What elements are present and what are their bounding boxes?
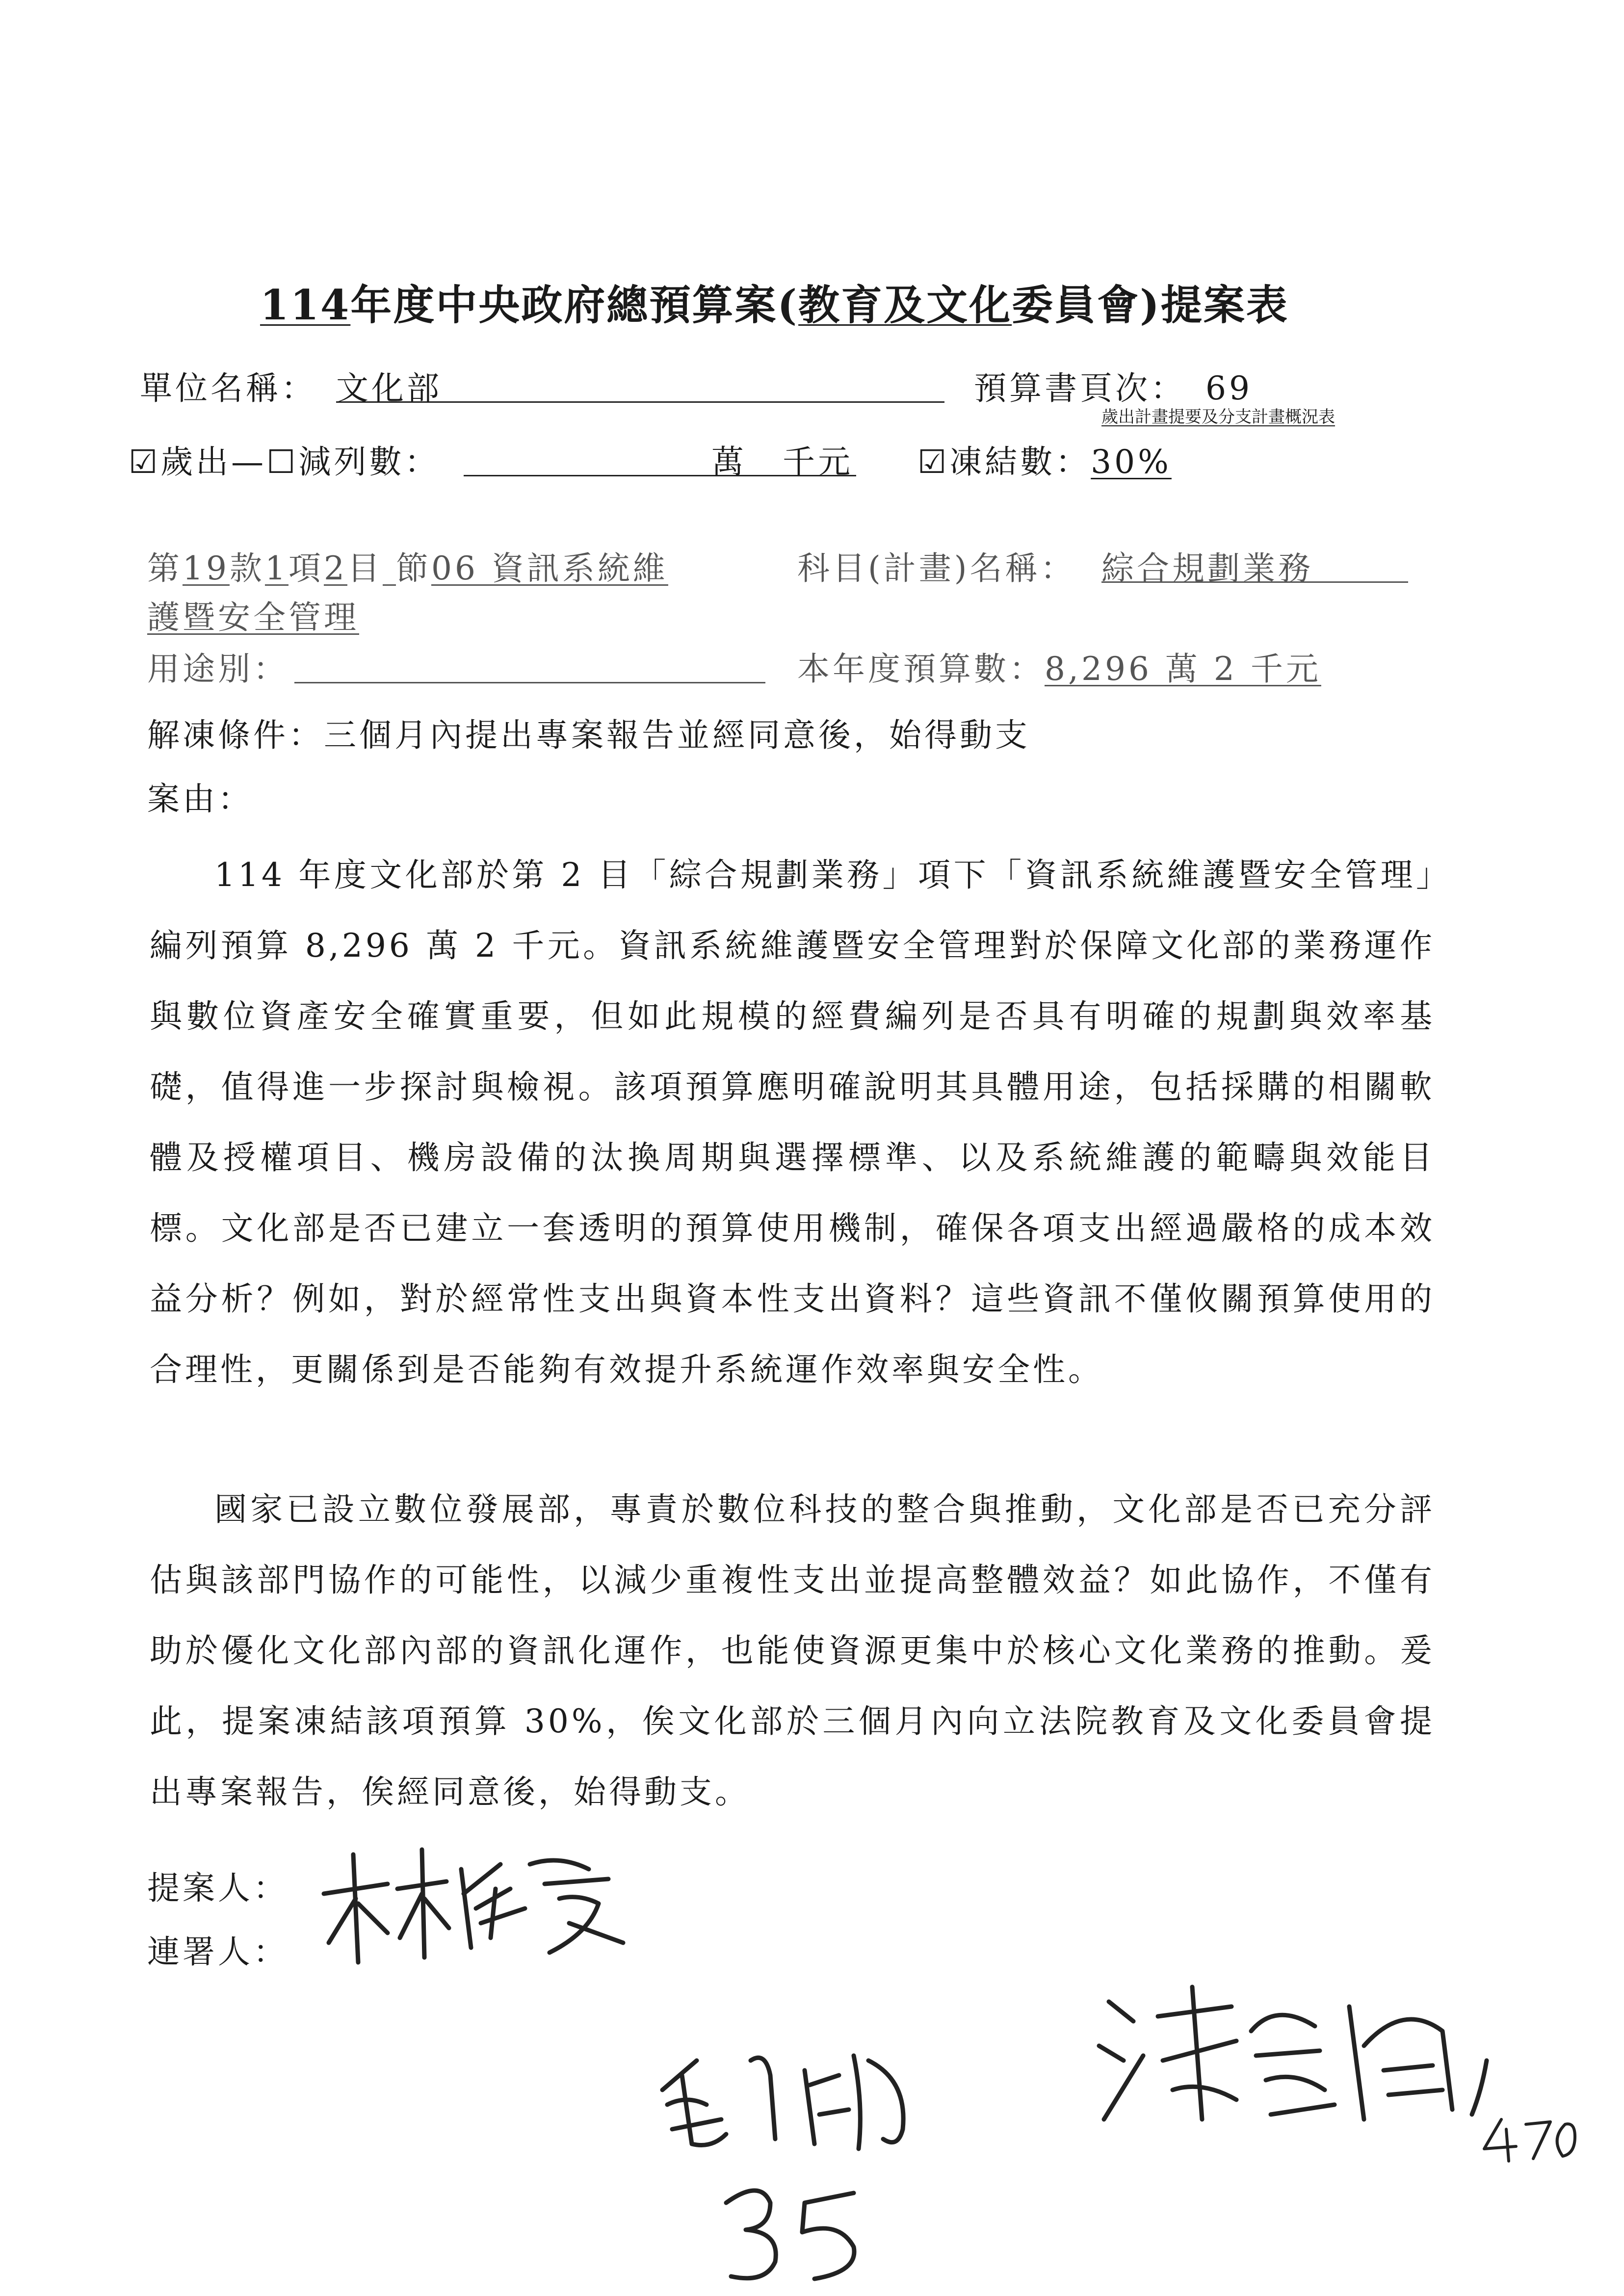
proposer-label: 提案人：: [147, 1869, 288, 1907]
section-mu-label: 目: [347, 549, 383, 587]
section-kuan-label: 款: [229, 549, 265, 587]
subject-row: [797, 542, 1076, 589]
title-after: 委員會)提案表: [1012, 281, 1289, 329]
budget-label: 本年度預算數：: [797, 650, 1045, 688]
section-xiang-label: 項: [288, 549, 324, 587]
section-mu: 2: [323, 549, 347, 587]
title-before: 年度中央政府總預算案(: [350, 281, 799, 329]
cosigner-signature-1: [653, 2031, 927, 2159]
reduction-label: 減列數：: [298, 443, 440, 481]
handwritten-stamp-number: [1477, 2110, 1580, 2164]
type-line: [129, 436, 440, 482]
section-item-line2: 護暨安全管理: [147, 599, 359, 636]
expenditure-label: 歲出—: [160, 443, 267, 481]
freeze-checkbox: ☑: [917, 443, 950, 481]
freeze-value: 30%: [1091, 443, 1172, 481]
freeze-row: [917, 436, 1172, 482]
unit-value: 文化部: [336, 369, 442, 407]
budget-value: 8,296 萬 2 千元: [1045, 650, 1321, 688]
section-item-line1: 06 資訊系統維: [431, 549, 668, 587]
title-year: 114: [260, 281, 351, 329]
expenditure-checkbox: ☑: [129, 443, 161, 481]
subject-label: 科目(計畫)名稱：: [797, 549, 1076, 587]
unit-qian: 千元: [783, 443, 853, 481]
reduction-checkbox: ☐: [266, 443, 299, 481]
cosigner-signature-2: [1089, 1972, 1492, 2134]
handwritten-page-number: [716, 2173, 873, 2286]
freeze-label: 凍結數：: [949, 443, 1091, 481]
page-ref-row: [974, 362, 1253, 409]
page-ref-note: 歲出計畫提要及分支計畫概況表: [1101, 407, 1335, 427]
reason-paragraph-1: 114 年度文化部於第 2 目「綜合規劃業務」項下「資訊系統維護暨安全管理」編列預算 8,296 萬 2 千元。資訊系統維護暨安全管理對於保障文化部的業務運作與數位資產安全確實重要，但如此規模的經費編列是否具有明確的規劃與效率基礎，值得進一步探討與檢視。該項預算應明確說明其具體用途，包括採購的相關軟體及授權項目、機房設備的汰換周期與選擇標準、以及系統維護的範疇與效能目標。文化部是否已建立一套透明的預算使用機制，確保各項支出經過嚴格的成本效益分析？例如，對於經常性支出與資本性支出資料？這些資訊不僅攸關預算使用的合理性，更關係到是否能夠有效提升系統運作效率與安全性。: [150, 856, 1435, 1388]
title-committee: 教育及文化: [798, 281, 1012, 329]
page-ref-value: 69: [1205, 369, 1253, 407]
proposer-signature: [314, 1835, 628, 1982]
section-di: 第: [147, 549, 183, 587]
subject-value: 綜合規劃業務: [1101, 549, 1313, 587]
usage-label: 用途別：: [147, 650, 288, 688]
cosigner-label: 連署人：: [147, 1933, 288, 1971]
page-title: [260, 272, 1289, 332]
unfreeze-label: 解凍條件：: [147, 716, 324, 754]
unfreeze-row: [147, 709, 1030, 756]
unit-field: [336, 362, 944, 407]
section-xiang: 1: [264, 549, 288, 587]
page-ref-label: 預算書頁次：: [974, 369, 1186, 407]
subject-field: [1101, 542, 1408, 587]
section-kuan: 19: [183, 549, 230, 587]
usage-field: [294, 643, 765, 683]
unit-row: [140, 362, 316, 409]
reason-paragraph-2: 國家已設立數位發展部，專責於數位科技的整合與推動，文化部是否已充分評估與該部門協作的可能性，以減少重複性支出並提高整體效益？如此協作，不僅有助於優化文化部內部的資訊化運作，也能使資源更集中於核心文化業務的推動。爰此，提案凍結該項預算 30%，俟文化部於三個月內向立法院教育及文化委員會提出專案報告，俟經同意後，始得動支。: [150, 1490, 1435, 1811]
reason-label: 案由：: [147, 780, 253, 818]
reduction-amount-field: [464, 436, 856, 481]
section-jie-label: 節: [395, 549, 431, 587]
section-line: [147, 542, 668, 589]
budget-row: [797, 643, 1321, 689]
unit-wan: 萬: [711, 443, 747, 481]
unit-label: 單位名稱：: [140, 369, 316, 407]
unfreeze-value: 三個月內提出專案報告並經同意後，始得動支: [324, 716, 1030, 754]
